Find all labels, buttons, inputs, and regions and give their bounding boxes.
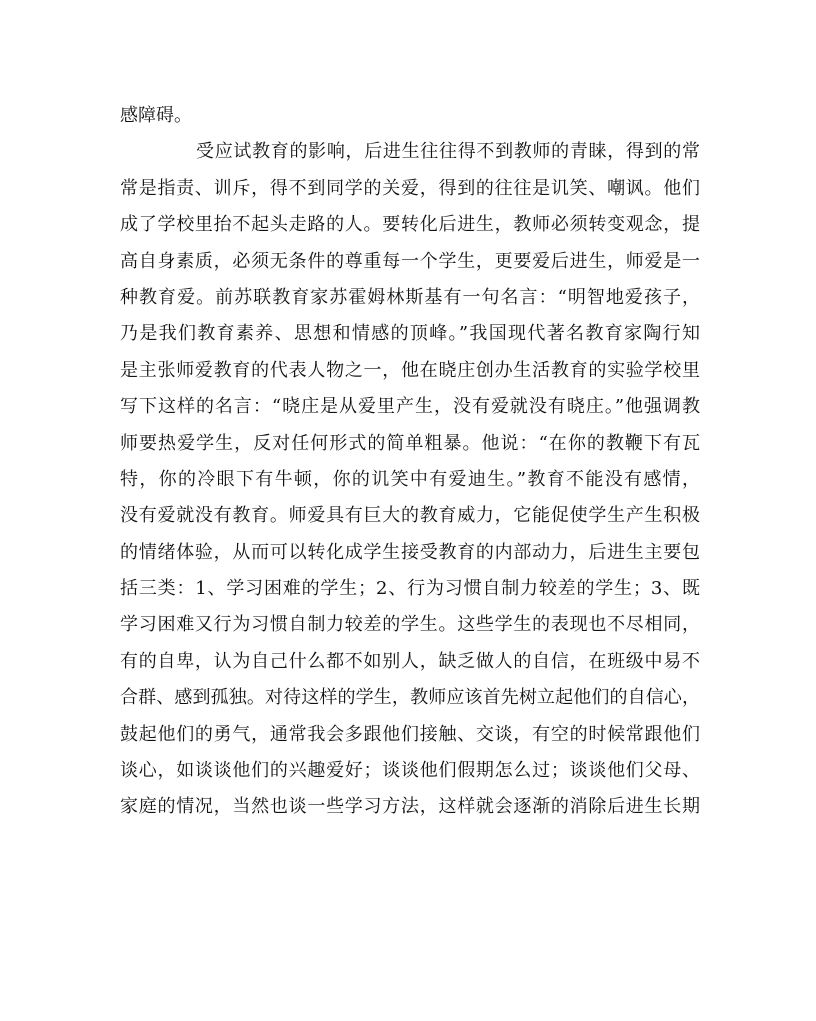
paragraph-line: 常是指责、训斥，得不到同学的关爱，得到的往往是讥笑、嘲讽。他们 — [120, 177, 700, 199]
paragraph-line: 成了学校里抬不起头走路的人。要转化后进生，教师必须转变观念，提 — [120, 214, 700, 236]
paragraph-line: 高自身素质，必须无条件的尊重每一个学生，更要爱后进生，师爱是一 — [120, 250, 700, 272]
paragraph-line: 师要热爱学生，反对任何形式的简单粗暴。他说：“在你的教鞭下有瓦 — [120, 432, 700, 454]
paragraph-line: 乃是我们教育素养、思想和情感的顶峰。”我国现代著名教育家陶行知 — [120, 323, 700, 345]
paragraph-line: 谈心，如谈谈他们的兴趣爱好；谈谈他们假期怎么过；谈谈他们父母、 — [120, 760, 700, 782]
paragraph-line: 括三类：1、学习困难的学生；2、行为习惯自制力较差的学生；3、既 — [120, 578, 700, 600]
paragraph-line: 是主张师爱教育的代表人物之一，他在晓庄创办生活教育的实验学校里 — [120, 359, 700, 381]
paragraph-line: 种教育爱。前苏联教育家苏霍姆林斯基有一句名言：“明智地爱孩子， — [120, 286, 700, 308]
paragraph-line: 学习困难又行为习惯自制力较差的学生。这些学生的表现也不尽相同， — [120, 614, 700, 636]
paragraph-line: 特，你的冷眼下有牛顿，你的讥笑中有爱迪生。”教育不能没有感情， — [120, 468, 700, 490]
paragraph-line: 没有爱就没有教育。师爱具有巨大的教育威力，它能促使学生产生积极 — [120, 505, 700, 527]
paragraph-line: 家庭的情况，当然也谈一些学习方法，这样就会逐渐的消除后进生长期 — [120, 796, 700, 818]
paragraph-line: 受应试教育的影响，后进生往往得不到教师的青睐，得到的常 — [196, 141, 700, 163]
paragraph-line: 写下这样的名言：“晓庄是从爱里产生，没有爱就没有晓庄。”他强调教 — [120, 396, 700, 418]
paragraph-line: 有的自卑，认为自己什么都不如别人，缺乏做人的自信，在班级中易不 — [120, 650, 700, 672]
paragraph-line: 的情绪体验，从而可以转化成学生接受教育的内部动力，后进生主要包 — [120, 541, 700, 563]
paragraph-line: 鼓起他们的勇气，通常我会多跟他们接触、交谈，有空的时候常跟他们 — [120, 723, 700, 745]
paragraph-line: 合群、感到孤独。对待这样的学生，教师应该首先树立起他们的自信心， — [120, 687, 700, 709]
paragraph-line: 感障碍。 — [120, 105, 192, 126]
body-text — [120, 98, 700, 826]
